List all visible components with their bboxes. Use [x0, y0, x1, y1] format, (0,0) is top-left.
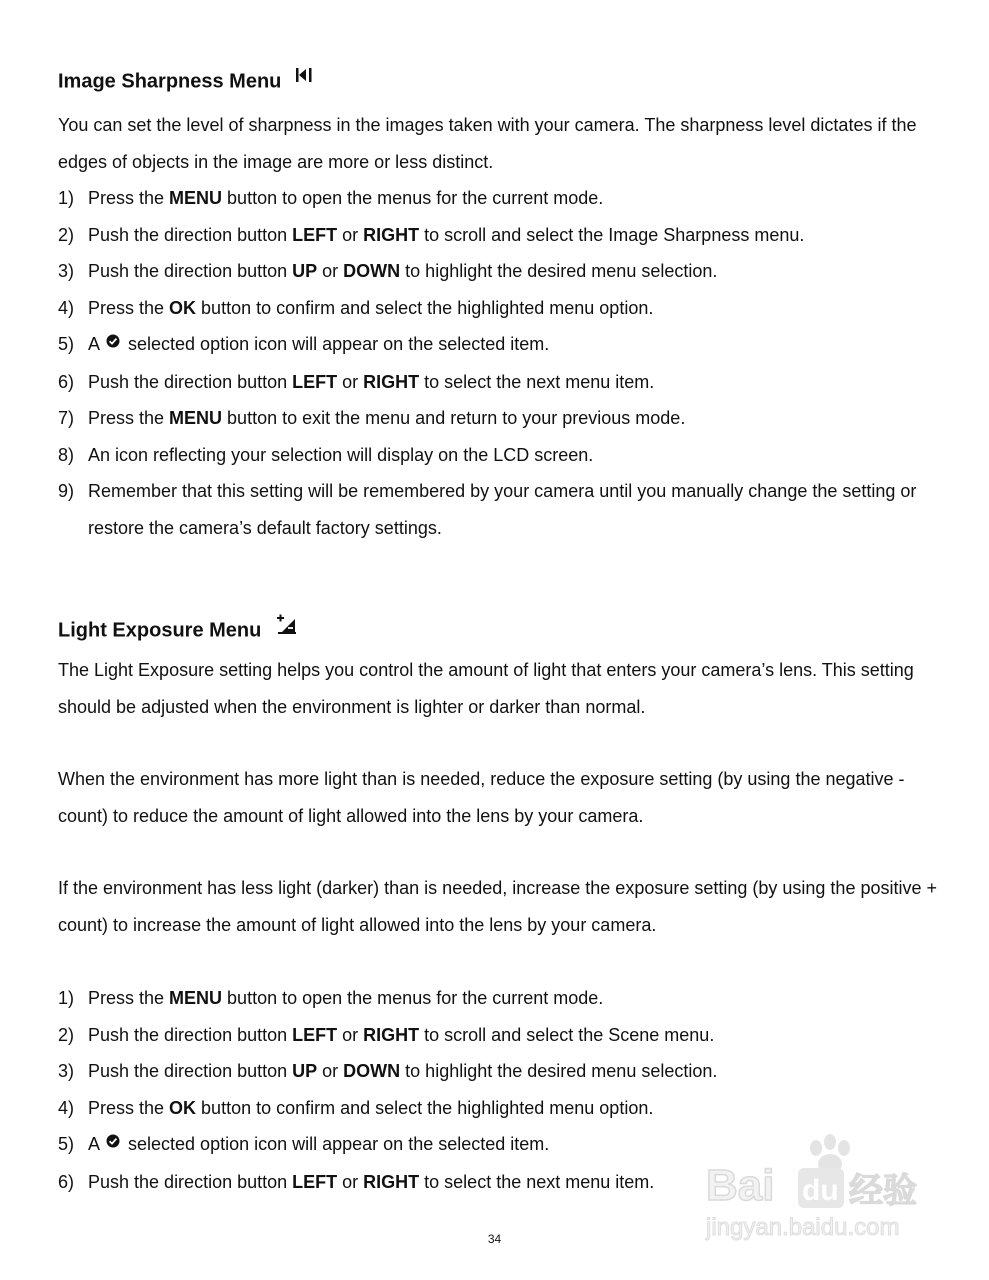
list-item: 9) Remember that this setting will be remembered by your camera until you manually change the setting or restore the camera’s default factory settings. — [58, 481, 917, 538]
exposure-compensation-icon — [275, 613, 297, 641]
list-item: 1) Press the MENU button to open the menus for the current mode. — [58, 188, 604, 208]
exposure-increase-paragraph: If the environment has less light (darker) than is needed, increase the exposure setting (by using the positive + count) to increase the amount of light allowed into the lens by your camera. — [58, 878, 937, 935]
list-item: 3) Push the direction button UP or DOWN to highlight the desired menu selection. — [58, 261, 718, 281]
svg-text:经验: 经验 — [849, 1171, 917, 1211]
svg-text:jingyan.baidu.com: jingyan.baidu.com — [706, 1214, 900, 1241]
steps-list-sharpness — [58, 180, 938, 546]
exposure-intro: The Light Exposure setting helps you control the amount of light that enters your camera’s lens. This setting should be adjusted when the environment is lighter or darker than normal. — [58, 660, 914, 717]
list-item: 5) A selected option icon will appear on the selected item. — [58, 1126, 938, 1164]
baidu-jingyan-watermark — [704, 1130, 934, 1245]
section-heading-image-sharpness — [58, 70, 313, 94]
list-item: 8) An icon reflecting your selection will display on the LCD screen. — [58, 444, 594, 465]
section-intro: You can set the level of sharpness in the images taken with your camera. The sharpness level dictates if the edges of objects in the image are more or less distinct. — [58, 115, 917, 172]
section-title: Image Sharpness Menu — [58, 70, 282, 93]
list-item: 4) Press the OK button to confirm and select the highlighted menu option. — [58, 297, 654, 318]
exposure-reduce-paragraph: When the environment has more light than is needed, reduce the exposure setting (by using the negative - count) to reduce the amount of light allowed into the lens by your camera. — [58, 769, 905, 826]
list-item: 5) A selected option icon will appear on the selected item. — [58, 326, 938, 364]
list-item: 2) Push the direction button LEFT or RIGHT to scroll and select the Scene menu. — [58, 1024, 715, 1045]
checkmark-circle-icon — [106, 324, 120, 361]
section-heading-light-exposure — [58, 617, 297, 645]
list-item: 6) Push the direction button LEFT or RIGHT to select the next menu item. — [58, 371, 655, 392]
list-item: 2) Push the direction button LEFT or RIGHT to scroll and select the Image Sharpness menu. — [58, 224, 805, 245]
sharpness-icon — [295, 66, 313, 90]
list-item: 3) Push the direction button UP or DOWN to highlight the desired menu selection. — [58, 1061, 718, 1081]
page-number: 34 — [487, 1232, 502, 1246]
list-item: 6) Push the direction button LEFT or RIGHT to select the next menu item. — [58, 1171, 655, 1192]
checkmark-circle-icon — [106, 1124, 120, 1161]
svg-text:du: du — [802, 1174, 839, 1207]
list-item: 7) Press the MENU button to exit the menu and return to your previous mode. — [58, 408, 686, 428]
list-item: 4) Press the OK button to confirm and select the highlighted menu option. — [58, 1097, 654, 1118]
section-title: Light Exposure Menu — [58, 619, 262, 642]
svg-text:Bai: Bai — [706, 1161, 775, 1210]
list-item: 1) Press the MENU button to open the menus for the current mode. — [58, 988, 604, 1008]
